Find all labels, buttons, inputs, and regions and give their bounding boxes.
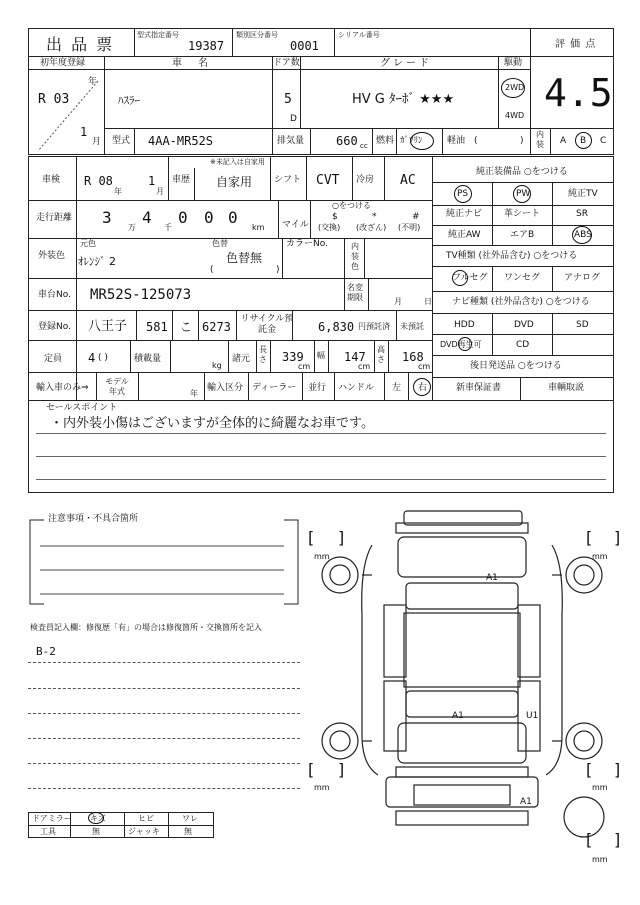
load-label: 積載量 [134,354,162,364]
mileage-label: 走行距離 [36,213,73,223]
interior-color-label: 内 装 色 [351,242,359,271]
drive-4wd: 4WD [505,111,525,120]
model-code-label: 型式指定番号 [137,31,179,39]
equip-ps: PS [457,189,469,199]
recycle-unpaid: 未預託 [400,322,424,331]
mileage-opt-unknown: (不明) [398,223,421,232]
front-left-tire [322,557,358,593]
doors-value: 5 [284,92,292,107]
interior-b: B [580,136,587,146]
hood [398,537,526,577]
sales-point-text: ・内外装小傷はございますが全体的に綺麗なお車です。 [50,416,374,431]
notes-label: 注意事項・不具合箇所 [48,514,139,524]
displacement-value: 660 [336,134,358,148]
history-label: 車歴 [172,175,191,185]
page-title: 出 品 票 [46,35,115,54]
later-title: 後日発送品 ○をつける [470,361,562,371]
navi-type-title: ナビ種類 (社外品含む) ○をつける [452,297,590,307]
mileage-check-note: ○をつける [332,201,371,210]
equip-navi: 純正ナビ [446,209,483,219]
import-dealer: ディーラー [252,383,297,393]
registration-label: 登録No. [38,322,71,332]
fuel-value: ｶﾞｿﾘﾝ [400,136,423,146]
import-type-label: 輸入区分 [207,383,244,393]
equip-leather: 革シート [504,209,541,219]
model-code-value: 19387 [188,39,225,53]
category-label: 類別区分番号 [236,31,278,39]
inspection-era: R 08 [84,174,113,188]
chassis-label: 車台No. [38,290,71,300]
car-diagram [300,505,620,895]
front-right-tire [566,557,602,593]
jack-label: ジャッキ [128,827,160,836]
navi-cd: CD [516,340,530,350]
inspector-label: 検査員記入欄：修復歴「有」の場合は修復箇所・交換箇所を記入 [30,623,262,632]
model-value: 4AA-MR52S [148,134,214,148]
width-label: 幅 [317,351,325,360]
height-label: 高さ [377,345,385,364]
grade-value: HV G ﾀｰﾎﾞ ★★★ [352,92,455,107]
mirror-value: キズ [90,814,106,823]
inspector-line1: B-2 [36,645,56,658]
mile-label: マイル [282,220,309,230]
equip-sr: SR [576,209,588,219]
import-label: 輸入車のみ⇒ [36,383,89,393]
history-value: 自家用 [216,175,253,189]
orig-color-value: ｵﾚﾝｼﾞ 2 [78,255,116,268]
navi-dvd-play: DVD再生可 [440,340,482,349]
recycle-unit: 円預託済 [358,322,390,331]
car-name-label: 車 名 [172,58,211,69]
shift-value: CVT [316,173,340,188]
spare-mm: mm [592,855,608,864]
rear-left-mm: mm [314,783,330,792]
later-warranty: 新車保証書 [456,383,502,393]
recycle-label: リサイクル預託金 [240,314,294,335]
mileage-opt-exchange: (交換) [318,223,341,232]
model-year-label: モデル年式 [105,377,129,396]
fuel-label: 燃料 [376,136,395,146]
score-value: 4.5 [544,71,613,115]
displacement-label: 排気量 [277,136,305,146]
handle-left: 左 [392,383,402,393]
reg-place: 八王子 [88,319,128,334]
rear-right-mm: mm [592,783,608,792]
diagram-mark-a1-mid: A1 [452,711,464,721]
handle-label: ハンドル [338,383,375,393]
tools-label: 工具 [40,827,56,836]
diagram-mark-a1-bottom: A1 [520,797,532,807]
ac-value: AC [400,173,416,188]
tv-oneseg: ワンセグ [504,273,541,283]
color-no-label: カラーNo. [286,239,328,249]
jack-value: 無 [184,827,192,836]
tv-analog: アナログ [564,273,601,283]
reg-number: 6273 [202,320,231,334]
reg-class: 581 [146,320,168,334]
first-reg-era: R 03 [38,92,70,107]
category-value: 0001 [290,39,319,53]
equip-pw: PW [516,189,531,199]
interior-a: A [560,136,567,146]
model-label: 型式 [112,136,131,146]
first-reg-month: 1 [80,125,88,139]
first-reg-label: 初年度登録 [40,58,86,68]
tv-fullseg: フルセグ [452,273,488,283]
navi-hdd: HDD [454,320,475,330]
interior-c: C [600,136,607,146]
title-period-label: 名変期限 [347,283,363,302]
equip-airbag: エアB [510,230,535,240]
capacity-value: 4 [88,351,96,365]
spare-tire [564,797,604,837]
car-name: ﾊｽﾗｰ [118,94,140,107]
inspection-label: 車検 [42,175,61,185]
history-note: ※未記入は自家用 [210,158,265,166]
rear-bumper [386,777,538,807]
color-label: 外装色 [38,251,66,261]
color-change-label: 色替 [212,239,228,248]
notes-box [28,518,300,608]
height-value: 168 [402,350,424,364]
drive-2wd: 2WD [505,83,525,92]
length-value: 339 [282,350,304,364]
equip-tv: 純正TV [568,189,598,199]
color-change-value: 色替無 [226,251,263,265]
rear-left-tire [322,723,358,759]
dims-label: 諸元 [232,354,251,364]
chassis-value: MR52S-125073 [90,287,192,303]
roof [404,613,520,687]
mirror-label: ドアミラー [32,814,72,823]
doors-label: ドア数 [273,58,300,68]
drive-label: 駆動 [504,58,523,68]
break-label: ワレ [182,814,198,823]
equipment-title: 純正装備品 ○をつける [476,167,568,177]
diagram-mark-u1: U1 [526,711,539,721]
rear-right-tire [566,723,602,759]
equip-abs: ABS [574,230,592,240]
capacity-label: 定員 [44,354,63,364]
mileage-opt-tamper: (改ざん) [356,223,387,232]
serial-label: シリアル番号 [338,31,380,39]
ac-label: 冷房 [356,175,375,185]
orig-color-label: 元色 [80,239,96,248]
front-left-mm: mm [314,552,330,561]
shift-label: シフト [274,175,302,185]
equip-aw: 純正AW [448,230,481,240]
mileage-digits: 3 万 4 千 0 0 0 km [102,208,265,232]
grade-label: グレード [380,58,432,69]
score-label: 評 価 点 [555,39,597,50]
crack-label: ヒビ [138,814,154,823]
reg-kana: こ [180,320,193,334]
sales-point-label: セールスポイント [46,403,118,413]
handle-right: 右 [418,383,428,393]
inspection-month: 1 [148,174,156,188]
rear-hatch [398,723,526,763]
diesel-label: 軽油 [447,136,466,146]
diagram-mark-a1-top: A1 [486,573,498,583]
navi-sd: SD [576,320,589,330]
import-parallel: 並行 [308,383,327,393]
interior-label: 内装 [536,130,544,149]
navi-dvd: DVD [514,320,534,330]
tv-type-title: TV種類 (社外品含む) ○をつける [446,251,578,261]
front-right-mm: mm [592,552,608,561]
later-manual: 車輌取説 [548,383,585,393]
recycle-amount: 6,830 [318,320,355,334]
width-value: 147 [344,350,366,364]
tools-value: 無 [92,827,100,836]
length-label: 長さ [259,345,267,364]
windshield [406,583,518,609]
